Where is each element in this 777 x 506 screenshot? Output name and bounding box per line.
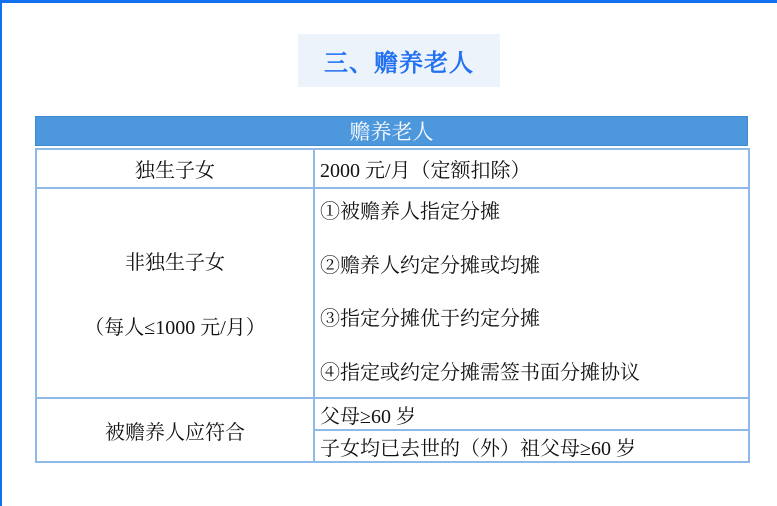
row-dependent-criteria-label: 被赡养人应符合 xyxy=(36,398,314,462)
share-rule-item-1: ①被赡养人指定分摊 xyxy=(320,201,500,223)
share-rule-item-4: ④指定或约定分摊需签书面分摊协议 xyxy=(320,361,640,384)
section-title: 三、赡养老人 xyxy=(324,50,474,77)
section-title-box xyxy=(298,34,500,87)
table-header-label: 赡养老人 xyxy=(349,120,434,144)
share-rule-item-3: ③指定分摊优于约定分摊 xyxy=(320,308,540,331)
non-only-child-label-line2: （每人≤1000 元/月） xyxy=(84,317,266,339)
dependent-criteria-item-2: 子女均已去世的（外）祖父母≥60 岁 xyxy=(314,430,749,462)
table-row xyxy=(36,188,749,398)
row-non-only-child-items-cell xyxy=(314,188,749,398)
table-row xyxy=(36,398,749,430)
row-only-child-value: 2000 元/月（定额扣除） xyxy=(314,149,749,188)
table-header-bar xyxy=(35,116,748,146)
non-only-child-label-stack xyxy=(37,189,313,397)
table-row xyxy=(36,149,749,188)
row-non-only-child-label-cell xyxy=(36,188,314,398)
dependent-criteria-item-1: 父母≥60 岁 xyxy=(314,398,749,430)
non-only-child-items-stack xyxy=(320,189,748,397)
elderly-support-table xyxy=(35,148,750,463)
row-only-child-label: 独生子女 xyxy=(36,149,314,188)
non-only-child-label-line1: 非独生子女 xyxy=(125,252,225,274)
share-rule-item-2: ②赡养人约定分摊或均摊 xyxy=(320,254,540,277)
